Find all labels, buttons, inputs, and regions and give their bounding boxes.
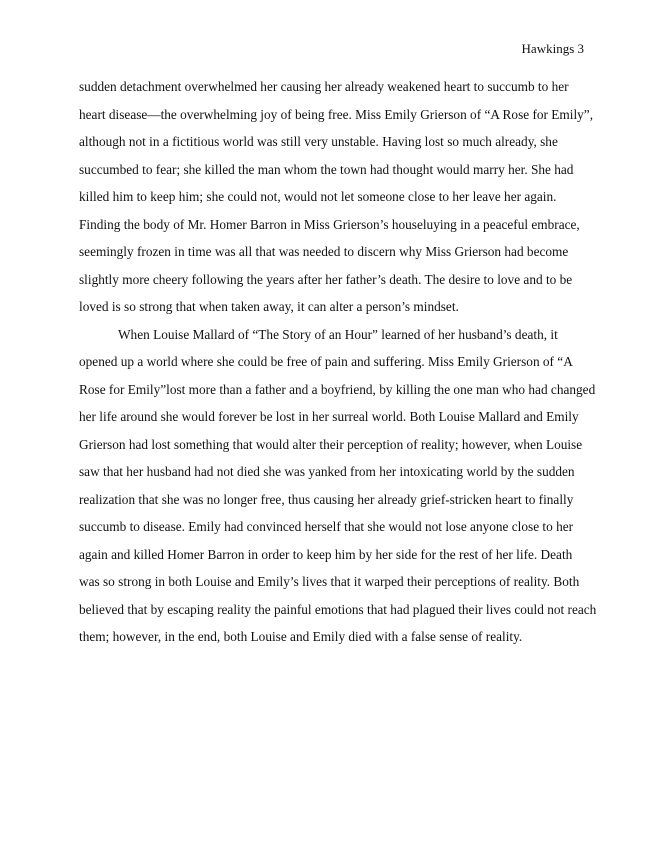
text-line: slightly more cheery following the years after her father’s death. The desire to love and to be — [79, 271, 573, 287]
text-line: saw that her husband had not died she was yanked from her intoxicating world by the sudden — [79, 464, 575, 479]
text-line: her life around she would forever be lost in her surreal world. Both Louise Mallard and Emily — [79, 409, 579, 424]
text-line: Grierson had lost something that would alter their perception of reality; however, when Louise — [79, 436, 583, 452]
paragraph-2 — [79, 326, 597, 657]
running-head: Hawkings 3 — [521, 41, 584, 56]
text-line: again and killed Homer Barron in order to keep him by her side for the rest of her life. Death — [79, 546, 573, 562]
text-line: Finding the body of Mr. Homer Barron in Miss Grierson’s houseluying in a peaceful embrace, — [79, 216, 580, 232]
text-line: was so strong in both Louise and Emily’s lives that it warped their perceptions of reality. Both — [79, 574, 580, 589]
text-line: seemingly frozen in time was all that was needed to discern why Miss Grierson had become — [79, 244, 569, 259]
text-line: realization that she was no longer free, thus causing her already grief-stricken heart to finally — [79, 491, 574, 507]
text-line: succumbed to fear; she killed the man whom the town had thought would marry her. She had — [79, 161, 574, 177]
text-line: them; however, in the end, both Louise and Emily died with a false sense of reality. — [79, 629, 523, 644]
text-line-indented: When Louise Mallard of “The Story of an Hour” learned of her husband’s death, it — [118, 326, 558, 342]
document-body — [79, 79, 597, 657]
text-line: sudden detachment overwhelmed her causing her already weakened heart to succumb to her — [79, 79, 569, 94]
text-line: opened up a world where she could be free of pain and suffering. Miss Emily Grierson of “A — [79, 354, 573, 369]
text-line: Rose for Emily”lost more than a father and a boyfriend, by killing the one man who had changed — [79, 381, 596, 397]
text-line: believed that by escaping reality the painful emotions that had plagued their lives could not reach — [79, 601, 597, 617]
text-line: killed him to keep him; she could not, would not let someone close to her leave her again. — [79, 189, 557, 204]
text-line: heart disease—the overwhelming joy of being free. Miss Emily Grierson of “A Rose for Emily”, — [79, 106, 594, 122]
text-line: loved is so strong that when taken away, it can alter a person’s mindset. — [79, 299, 459, 314]
text-line: succumb to disease. Emily had convinced herself that she would not lose anyone close to her — [79, 519, 574, 534]
paragraph-1 — [79, 79, 594, 327]
text-line: although not in a fictitious world was still very unstable. Having lost so much already, she — [79, 134, 558, 149]
